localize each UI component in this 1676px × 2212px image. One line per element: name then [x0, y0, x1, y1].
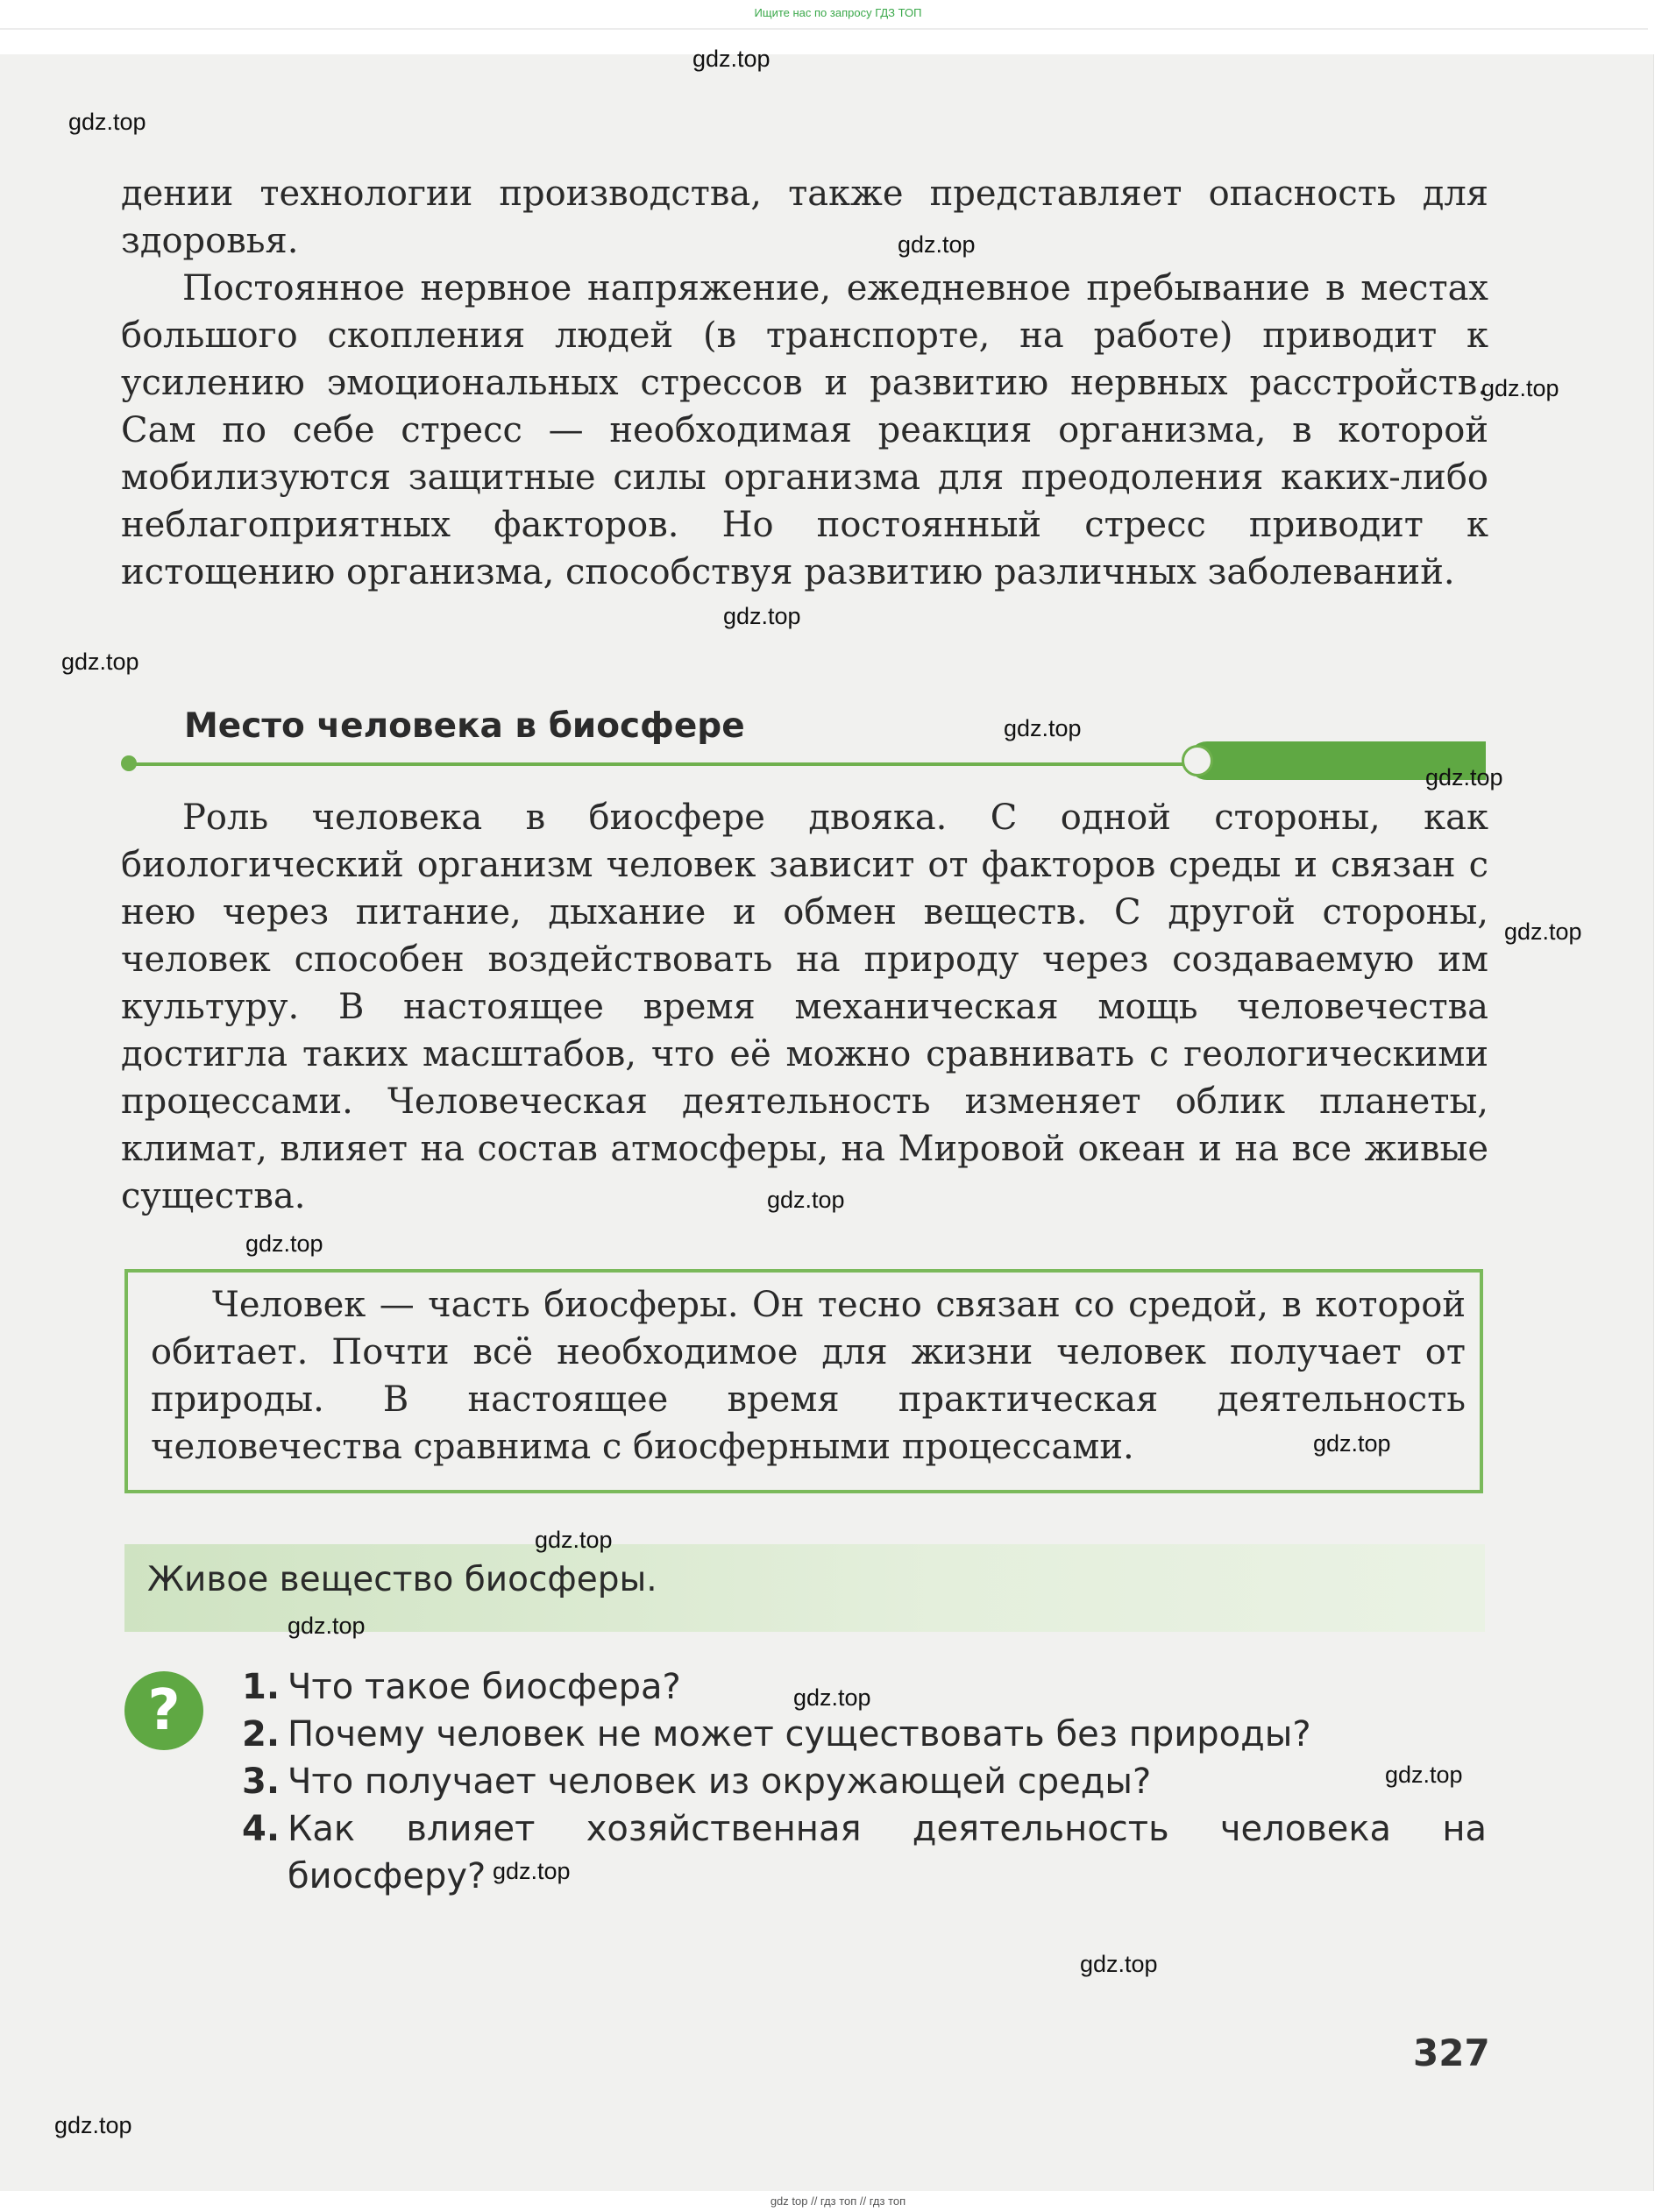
section-title: Место человека в биосфере: [184, 706, 745, 746]
paragraph-stress: Постоянное нервное напряжение, ежедневное пребывание в местах большого скопления людей (в транспорте, на работе) приводит к усилению эмоциональных стрессов и развитию нервных расстройств. Сам по себе стресс — необходимая реакция организма, в которой мобилизуются защитные силы организма для преодоления каких-либо неблагоприятных факторов. Но постоянный стресс приводит к истощению организма, способствуя развитию различных заболеваний.: [121, 268, 1488, 592]
section-paragraph: Роль человека в биосфере двояка. С одной стороны, как биологический организм человек зависит от факторов среды и связан с нею через питание, дыхание и обмен веществ. С другой стороны, человек способен воздействовать на природу через создаваемую им культуру. В настоящее время механическая мощь человечества достигла таких масштабов, что её можно сравнивать с геологическими процессами. Человеческая деятельность изменяет облик планеты, климат, влияет на состав атмосферы, на Мировой океан и на все живые существа.: [121, 798, 1488, 1216]
watermark: gdz.top: [61, 649, 139, 675]
watermark: gdz.top: [493, 1858, 571, 1884]
watermark: gdz.top: [68, 109, 146, 135]
watermark: gdz.top: [1385, 1762, 1463, 1788]
question-number: 4.: [242, 1809, 281, 1849]
question-item: [242, 1805, 1487, 1900]
watermark: gdz.top: [793, 1684, 871, 1711]
top-banner: Ищите нас по запросу ГДЗ ТОП: [754, 6, 922, 19]
watermark: gdz.top: [535, 1527, 613, 1553]
watermark: gdz.top: [54, 2112, 132, 2138]
watermark: gdz.top: [1313, 1430, 1391, 1457]
question-number: 1.: [242, 1667, 281, 1707]
question-mark-icon: ?: [124, 1671, 203, 1750]
question-item: [242, 1758, 1487, 1805]
watermark: gdz.top: [1481, 375, 1559, 401]
heading-bar-notch: [1182, 745, 1213, 776]
section-heading-line: [127, 762, 1192, 766]
question-text: Что получает человек из окружающей среды?: [288, 1762, 1152, 1802]
watermark: gdz.top: [723, 603, 801, 629]
watermark: gdz.top: [1425, 764, 1503, 791]
heading-line-dot-left: [121, 755, 137, 771]
question-text: Как влияет хозяйственная деятельность человека на биосферу?: [288, 1809, 1487, 1897]
question-text: Что такое биосфера?: [288, 1667, 681, 1707]
summary-text: Человек — часть биосферы. Он тесно связан со средой, в которой обитает. Почти всё необходимое для жизни человек получает от природы. В настоящее время практическая деятельность человечества сравнима с биосферными процессами.: [151, 1285, 1466, 1467]
key-concept-text: Живое вещество биосферы.: [147, 1560, 657, 1599]
watermark: gdz.top: [288, 1613, 366, 1639]
watermark: gdz.top: [1004, 715, 1082, 741]
watermark: gdz.top: [1080, 1951, 1158, 1977]
page-number: 327: [1413, 2031, 1490, 2074]
watermark: gdz.top: [1504, 918, 1582, 945]
paragraph-continuation: дении технологии производства, также представляет опасность для здоровья.: [121, 174, 1488, 261]
question-item: [242, 1711, 1487, 1758]
top-divider: [0, 28, 1648, 30]
question-text: Почему человек не может существовать без природы?: [288, 1714, 1311, 1755]
watermark: gdz.top: [692, 46, 771, 72]
watermark: gdz.top: [767, 1187, 845, 1213]
bottom-banner: gdz top // гдз топ // гдз топ: [770, 2194, 906, 2208]
question-number: 3.: [242, 1762, 281, 1802]
watermark: gdz.top: [898, 231, 976, 258]
question-number: 2.: [242, 1714, 281, 1755]
watermark: gdz.top: [245, 1230, 323, 1257]
